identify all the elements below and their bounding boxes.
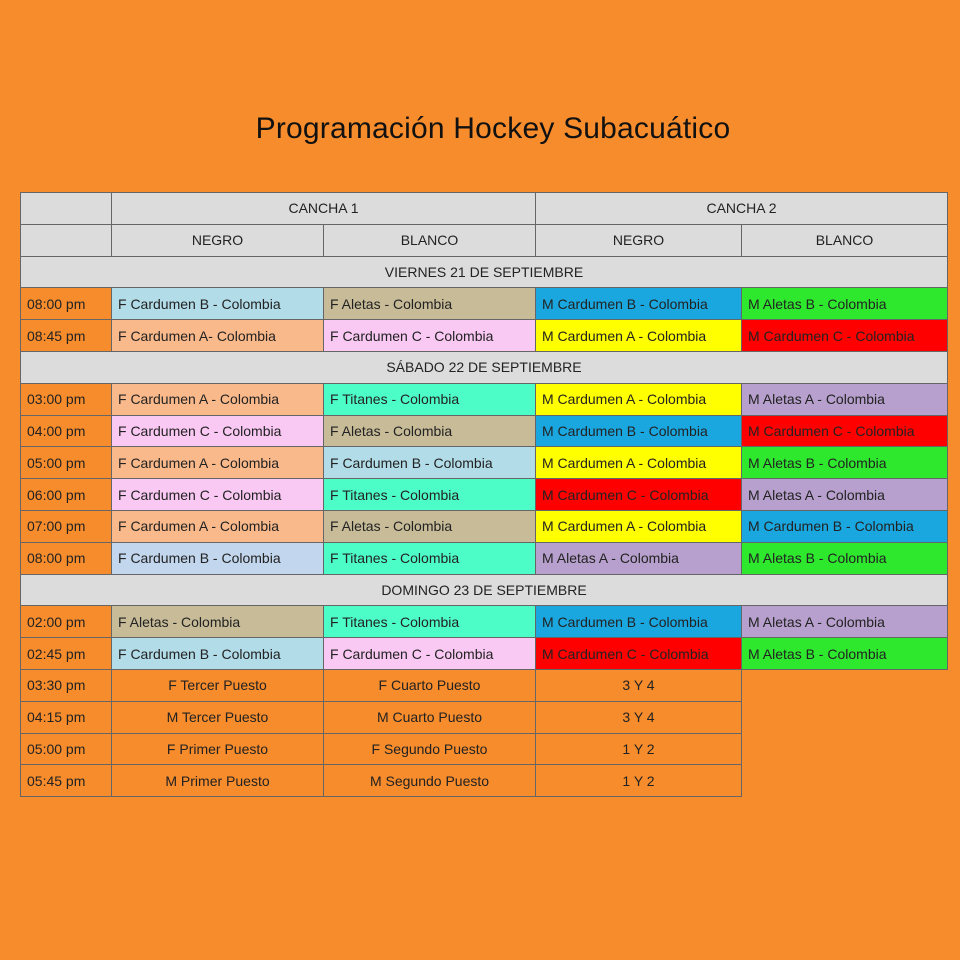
team-cell: F Cardumen A - Colombia [112, 510, 324, 542]
finals-negro-cell: F Tercer Puesto [112, 669, 324, 701]
finals-match-cell: 1 Y 2 [536, 765, 742, 797]
team-cell: M Aletas A - Colombia [536, 542, 742, 574]
match-row [21, 479, 948, 511]
team-cell: F Cardumen B - Colombia [324, 447, 536, 479]
time-cell: 03:30 pm [21, 669, 112, 701]
empty-cell [742, 765, 948, 797]
time-cell: 08:00 pm [21, 288, 112, 320]
team-cell: M Aletas A - Colombia [742, 479, 948, 511]
time-cell: 02:45 pm [21, 638, 112, 670]
court-header-row [21, 193, 948, 225]
match-row [21, 383, 948, 415]
team-cell: F Cardumen B - Colombia [112, 542, 324, 574]
finals-blanco-cell: M Cuarto Puesto [324, 701, 536, 733]
corner-cell [21, 193, 112, 225]
team-cell: M Aletas B - Colombia [742, 638, 948, 670]
team-cell: M Aletas B - Colombia [742, 447, 948, 479]
match-row [21, 447, 948, 479]
cancha-1-header: CANCHA 1 [112, 193, 536, 225]
team-cell: M Cardumen B - Colombia [536, 606, 742, 638]
team-cell: F Aletas - Colombia [324, 415, 536, 447]
cancha-2-blanco-header: BLANCO [742, 224, 948, 256]
finals-match-cell: 3 Y 4 [536, 701, 742, 733]
team-cell: M Aletas B - Colombia [742, 288, 948, 320]
cancha-1-blanco-header: BLANCO [324, 224, 536, 256]
team-cell: M Aletas A - Colombia [742, 606, 948, 638]
team-cell: F Cardumen A - Colombia [112, 383, 324, 415]
time-cell: 04:00 pm [21, 415, 112, 447]
team-cell: F Cardumen C - Colombia [112, 479, 324, 511]
day-row-viernes [21, 256, 948, 288]
time-cell: 08:00 pm [21, 542, 112, 574]
team-cell: F Cardumen C - Colombia [324, 320, 536, 352]
team-cell: M Cardumen C - Colombia [742, 415, 948, 447]
team-cell: F Cardumen A- Colombia [112, 320, 324, 352]
time-cell: 07:00 pm [21, 510, 112, 542]
empty-cell [742, 733, 948, 765]
empty-cell [742, 669, 948, 701]
team-cell: F Cardumen C - Colombia [324, 638, 536, 670]
team-cell: M Cardumen A - Colombia [536, 510, 742, 542]
cancha-2-negro-header: NEGRO [536, 224, 742, 256]
team-cell: F Cardumen B - Colombia [112, 288, 324, 320]
time-cell: 02:00 pm [21, 606, 112, 638]
finals-match-cell: 1 Y 2 [536, 733, 742, 765]
team-cell: M Cardumen B - Colombia [536, 288, 742, 320]
team-cell: F Aletas - Colombia [324, 288, 536, 320]
finals-row [21, 669, 948, 701]
finals-row [21, 765, 948, 797]
finals-row [21, 701, 948, 733]
team-cell: F Titanes - Colombia [324, 542, 536, 574]
team-header-row [21, 224, 948, 256]
finals-row [21, 733, 948, 765]
team-cell: F Titanes - Colombia [324, 383, 536, 415]
team-cell: M Cardumen A - Colombia [536, 447, 742, 479]
schedule-table [20, 192, 948, 797]
time-cell: 04:15 pm [21, 701, 112, 733]
time-cell: 05:00 pm [21, 733, 112, 765]
match-row [21, 542, 948, 574]
team-cell: M Cardumen B - Colombia [742, 510, 948, 542]
team-cell: F Titanes - Colombia [324, 479, 536, 511]
time-cell: 06:00 pm [21, 479, 112, 511]
cancha-1-negro-header: NEGRO [112, 224, 324, 256]
team-cell: M Cardumen A - Colombia [536, 320, 742, 352]
match-row [21, 415, 948, 447]
team-cell: M Aletas B - Colombia [742, 542, 948, 574]
team-cell: M Cardumen C - Colombia [742, 320, 948, 352]
team-cell: M Cardumen B - Colombia [536, 415, 742, 447]
time-cell: 03:00 pm [21, 383, 112, 415]
team-cell: F Cardumen C - Colombia [112, 415, 324, 447]
team-cell: M Cardumen A - Colombia [536, 383, 742, 415]
time-cell: 05:45 pm [21, 765, 112, 797]
day-row-domingo [21, 574, 948, 606]
day-label: DOMINGO 23 DE SEPTIEMBRE [21, 574, 948, 606]
team-cell: F Titanes - Colombia [324, 606, 536, 638]
team-cell: F Aletas - Colombia [112, 606, 324, 638]
finals-blanco-cell: M Segundo Puesto [324, 765, 536, 797]
day-row-sabado [21, 351, 948, 383]
corner-cell [21, 224, 112, 256]
team-cell: F Cardumen A - Colombia [112, 447, 324, 479]
time-cell: 05:00 pm [21, 447, 112, 479]
team-cell: M Cardumen C - Colombia [536, 638, 742, 670]
match-row [21, 288, 948, 320]
finals-negro-cell: F Primer Puesto [112, 733, 324, 765]
finals-negro-cell: M Tercer Puesto [112, 701, 324, 733]
finals-match-cell: 3 Y 4 [536, 669, 742, 701]
cancha-2-header: CANCHA 2 [536, 193, 948, 225]
finals-blanco-cell: F Segundo Puesto [324, 733, 536, 765]
match-row [21, 510, 948, 542]
match-row [21, 320, 948, 352]
match-row [21, 638, 948, 670]
page-title: Programación Hockey Subacuático [255, 112, 731, 145]
match-row [21, 606, 948, 638]
finals-blanco-cell: F Cuarto Puesto [324, 669, 536, 701]
time-cell: 08:45 pm [21, 320, 112, 352]
empty-cell [742, 701, 948, 733]
team-cell: M Aletas A - Colombia [742, 383, 948, 415]
day-label: SÁBADO 22 DE SEPTIEMBRE [21, 351, 948, 383]
team-cell: F Cardumen B - Colombia [112, 638, 324, 670]
team-cell: F Aletas - Colombia [324, 510, 536, 542]
team-cell: M Cardumen C - Colombia [536, 479, 742, 511]
day-label: VIERNES 21 DE SEPTIEMBRE [21, 256, 948, 288]
finals-negro-cell: M Primer Puesto [112, 765, 324, 797]
